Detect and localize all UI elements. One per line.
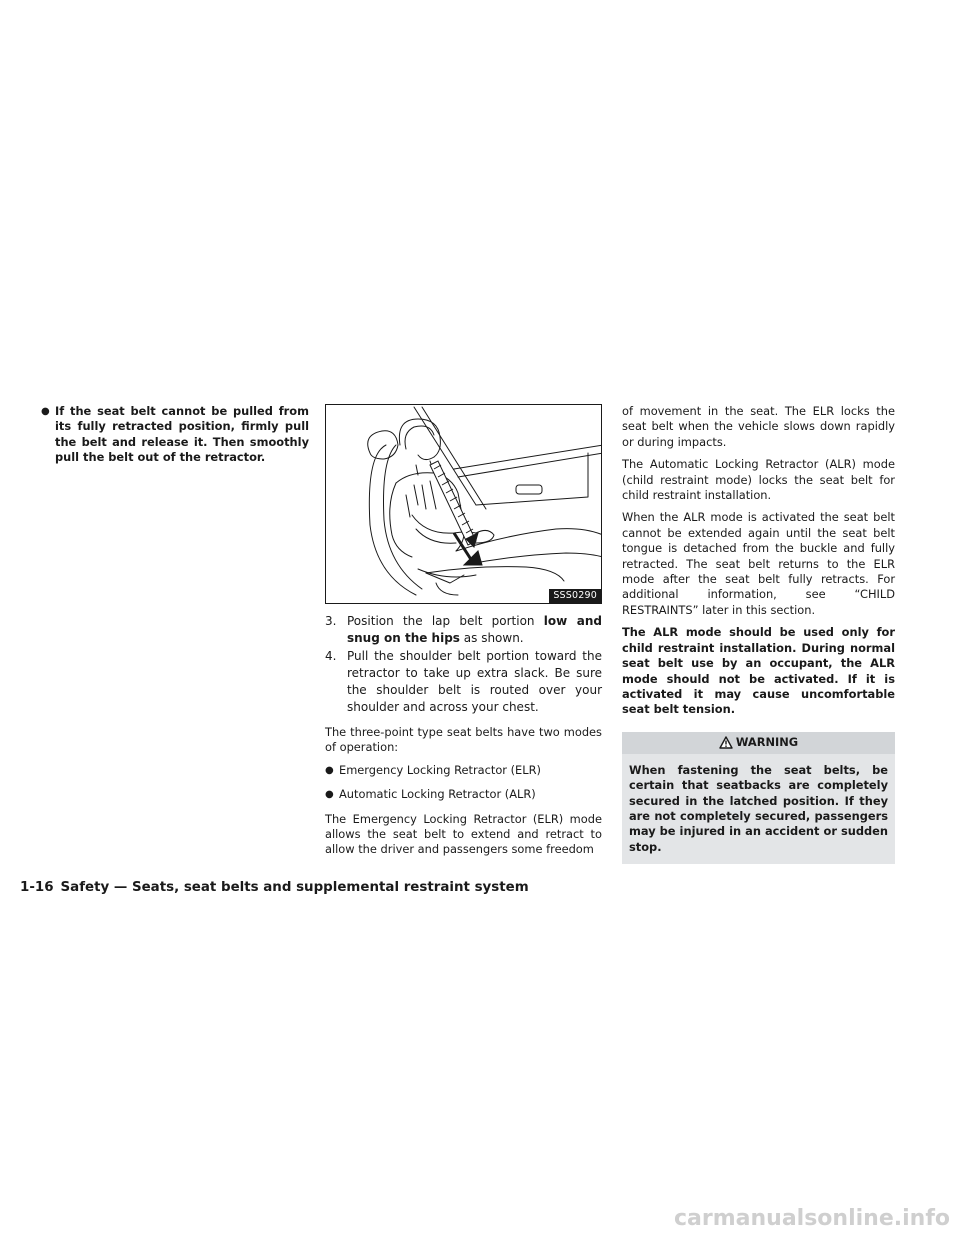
elr-continuation: of movement in the seat. The ELR locks the seat belt when the vehicle slows down rapidly or during impacts. — [622, 404, 895, 449]
warning-title: WARNING — [735, 735, 799, 750]
step-text: Pull the shoulder belt portion toward the retractor to take up extra slack. Be sure the shoulder belt is routed over your shoulder and across your chest. — [347, 649, 602, 714]
seat-belt-release-bullet — [41, 404, 309, 466]
bullet-icon: ● — [325, 764, 334, 776]
warning-box — [622, 732, 895, 864]
figure-code-label: SSS0290 — [549, 589, 601, 603]
step-number: 3. — [325, 614, 337, 628]
seat-belt-illustration — [325, 404, 602, 604]
step-item — [325, 613, 602, 647]
step-text-emphasis: low and snug on the hips — [347, 614, 602, 645]
step-number: 4. — [325, 649, 337, 663]
bullet-icon: ● — [41, 406, 50, 417]
mode-label: Emergency Locking Retractor (ELR) — [339, 762, 541, 777]
page-footer — [20, 880, 529, 895]
page-number: 1-16 — [20, 880, 54, 895]
seat-belt-release-text: If the seat belt cannot be pulled from its fully retracted position, firmly pull the belt and release it. Then smoothly pull the belt out of the retractor. — [55, 404, 309, 465]
left-column — [41, 404, 309, 466]
warning-text: When fastening the seat belts, be certain that seatbacks are completely secured in the latched position. If they are not completely secured, passengers may be injured in an accident or sudden stop. — [629, 762, 888, 854]
step-text-part: as shown. — [459, 631, 524, 645]
step-item — [325, 648, 602, 716]
mode-label: Automatic Locking Retractor (ALR) — [339, 787, 536, 802]
step-text — [347, 613, 602, 647]
modes-intro: The three-point type seat belts have two modes of operation: — [325, 725, 602, 755]
bullet-icon: ● — [325, 789, 334, 801]
section-title: Safety — Seats, seat belts and supplemental restraint system — [60, 880, 529, 895]
mode-item-alr — [325, 787, 602, 802]
right-column — [622, 404, 895, 864]
alr-paragraph: The Automatic Locking Retractor (ALR) mode (child restraint mode) locks the seat belt for child restraint installation. — [622, 457, 895, 503]
step-text-part: Position the lap belt portion — [347, 614, 544, 628]
alr-usage-note: The ALR mode should be used only for child restraint installation. During normal seat belt use by an occupant, the ALR mode should not be activated. If it is activated it may cause uncomfortable seat belt tension. — [622, 625, 895, 717]
mode-list — [325, 763, 602, 803]
elr-paragraph: The Emergency Locking Retractor (ELR) mode allows the seat belt to extend and retract to allow the driver and passengers some freedom — [325, 811, 602, 857]
mode-item-elr — [325, 763, 602, 778]
instruction-steps — [325, 613, 602, 716]
warning-triangle-icon — [719, 736, 733, 749]
middle-column — [325, 404, 602, 865]
alr-activation-paragraph: When the ALR mode is activated the seat belt cannot be extended again until the seat belt tongue is detached from the buckle and fully retracted. The seat belt returns to the ELR mode after the seat belt fully retracts. For additional information, see “CHILD RESTRAINTS” later in this section. — [622, 510, 895, 617]
warning-header — [622, 732, 895, 754]
woman-fastening-seat-belt-drawing — [326, 405, 602, 604]
watermark-logo: carmanualsonline.info — [674, 1206, 950, 1231]
